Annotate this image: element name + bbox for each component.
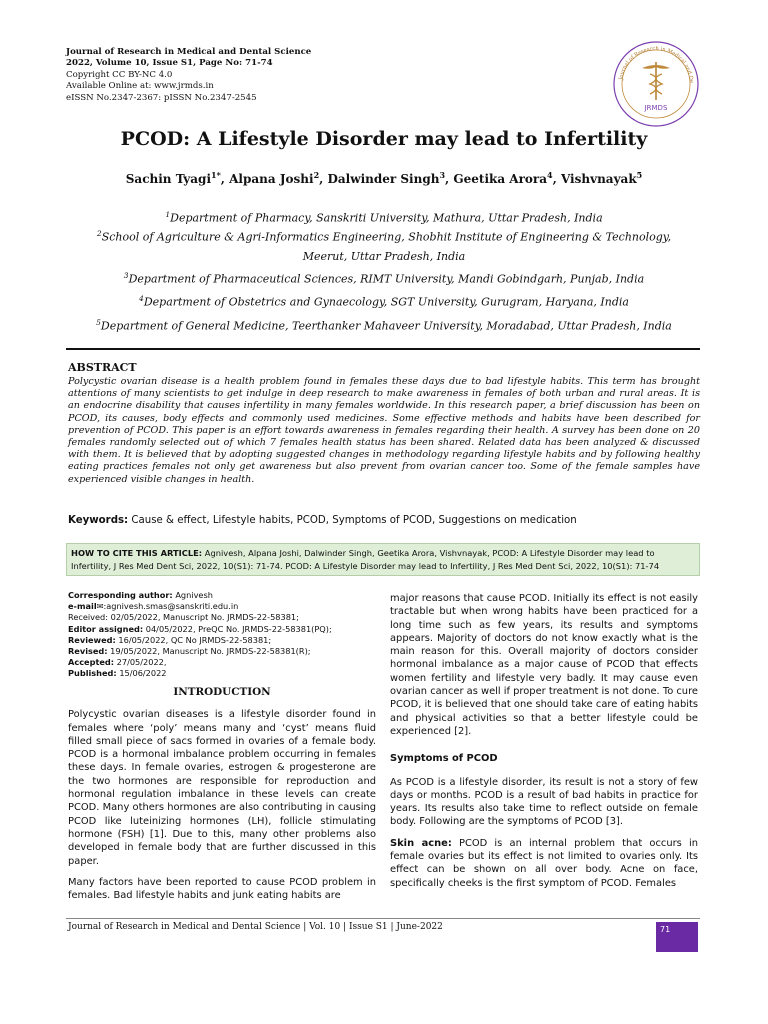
author-name: Geetika Arora	[453, 172, 548, 186]
svg-text:Journal of Research in Medical	[612, 40, 694, 83]
keywords-label: Keywords:	[68, 515, 129, 526]
author-name: Sachin Tyagi	[125, 172, 212, 186]
journal-copyright: Copyright CC BY-NC 4.0	[66, 69, 173, 80]
logo-text: JRMDS	[644, 104, 668, 112]
author-name: Dalwinder Singh	[327, 172, 440, 186]
email-link[interactable]: :agnivesh.smas@sanskriti.edu.in	[103, 601, 239, 612]
abstract-text: Polycystic ovarian disease is a health problem found in females these days due to bad lifestyle habits. This term has brought attentions of many scientists to get indulge in deep research to make awareness in females of both urban and rural areas. It is an endocrine disability that causes infertility in many females worldwide. In this research paper, a brief discussion has been on PCOD, its causes, body effects and commonly used medicines. Some effective methods and habits have been described for prevention of PCOD. This paper is an effort towards awareness in females regarding their health. A survey has been done on 20 females randomly selected out of which 7 females health status has been shared. Related data has been analyzed & discussed with them. It is believed that by adopting suggested changes in methodology regarding lifestyle habits and by following healthy eating practices females not only get awareness but also prevent from ovarian cancer too. Some of the female samples have experienced visible changes in health.	[68, 376, 700, 485]
intro-paragraph-1: Polycystic ovarian diseases is a lifestyle disorder found in females where ‘poly’ means many and ‘cyst’ means fluid filled small piece of sacs formed in ovaries of a female body. PCOD is a hormonal imbalance problem occurring in females these days. In female ovaries, estrogen & progesterone are the two hormones are responsible for reproduction and hormonal regulation imbalance in these levels can create PCOD. Many others hormones are also contributing in causing PCOD like luteinizing hormones (LH), follicle stimulating hormone (FSH) [1]. Due to this, many other problems also developed in female body that are further discussed in this paper.	[68, 709, 376, 867]
divider	[66, 348, 700, 350]
intro-paragraph-2: Many factors have been reported to cause PCOD problem in females. Bad lifestyle habits and junk eating habits are	[68, 876, 376, 902]
footer-text: Journal of Research in Medical and Dental Science | Vol. 10 | Issue S1 | June-2022	[68, 922, 443, 932]
journal-issn: eISSN No.2347-2367: pISSN No.2347-2545	[66, 92, 257, 103]
page-number-badge	[656, 922, 698, 952]
intro-heading: INTRODUCTION	[173, 686, 271, 698]
how-to-cite-box	[66, 543, 700, 576]
author-sup: 1*	[211, 170, 221, 180]
column-left	[68, 686, 376, 910]
cite-label: HOW TO CITE THIS ARTICLE:	[71, 548, 203, 558]
logo-ring-text: Journal of Research in Medical and De	[618, 45, 695, 84]
article-meta: Corresponding author: Agnivesh e-mail✉:agnivesh.smas@sanskriti.edu.in Received: 02/05/2022, Manuscript No. JRMDS-22-58381; Editor assigned: 04/05/2022, PreQC No. JRMDS-22-58381(PQ); Reviewed: 16/05/2022, QC No JRMDS-22-58381; Revised: 19/05/2022, Manuscript No. JRMDS-22-58381(R); Accepted: 27/05/2022, Published: 15/06/2022	[68, 590, 332, 679]
footer-divider	[66, 918, 700, 919]
author-sup: 2	[313, 170, 320, 180]
abstract-heading: ABSTRACT	[68, 361, 137, 374]
keywords	[68, 515, 700, 526]
journal-available: Available Online at: www.jrmds.in	[66, 81, 214, 92]
journal-logo	[612, 40, 700, 128]
author-sup: 3	[439, 170, 446, 180]
keywords-text: Cause & effect, Lifestyle habits, PCOD, Symptoms of PCOD, Suggestions on medication	[131, 515, 577, 526]
author-sup: 5	[636, 170, 643, 180]
journal-header	[66, 47, 311, 104]
paper-title: PCOD: A Lifestyle Disorder may lead to Infertility	[120, 128, 648, 150]
affiliation-5: $^5$Department of General Medicine, Teerthanker Mahaveer University, Moradabad, Uttar Pradesh, India	[96, 318, 672, 333]
symptoms-paragraph: As PCOD is a lifestyle disorder, its result is not a story of few days or months. PCOD is a result of bad habits in practice for years. Its results also take time to reflect outside on female body. Following are the symptoms of PCOD [3].	[390, 776, 698, 828]
journal-issue: 2022, Volume 10, Issue S1, Page No: 71-74	[66, 58, 273, 69]
page-number: 71	[660, 925, 671, 934]
author-name: Vishvnayak	[560, 172, 637, 186]
column-right	[390, 592, 698, 898]
skin-acne-paragraph: Skin acne: PCOD is an internal problem that occurs in female ovaries but its effect is not limited to ovaries only. Its effect can be shown on all over body. Acne on face, specifically cheeks is the first symptom of PCOD. Females	[390, 837, 698, 889]
journal-name: Journal of Research in Medical and Dental Science	[66, 47, 312, 57]
affiliation-3: $^3$Department of Pharmaceutical Sciences, RIMT University, Mandi Gobindgarh, Punjab, India	[123, 271, 645, 286]
symptoms-heading: Symptoms of PCOD	[390, 753, 498, 765]
affiliation-4: $^4$Department of Obstetrics and Gynaecology, SGT University, Gurugram, Haryana, India	[139, 294, 629, 309]
author-list: Sachin Tyagi$^{1*}$, Alpana Joshi$^2$, Dalwinder Singh$^3$, Geetika Arora$^4$, Vishvnayak$^5$	[125, 170, 643, 186]
author-name: Alpana Joshi	[229, 172, 314, 186]
author-sup: 4	[547, 170, 553, 180]
affiliation-2: $^2$School of Agriculture & Agri-Informatics Engineering, Shobhit Institute of Engineering & Technology, Meerut, Uttar Pradesh, India	[96, 229, 672, 263]
body-paragraph: major reasons that cause PCOD. Initially its effect is not easily tractable but when wrong habits have been practiced for a long time such as few years, its results and symptoms appears. Majority of doctors do not know exactly what is the main reason for this. Overall majority of doctors consider hormonal imbalance as a major cause of PCOD that effects women fertility and lifestyle very badly. It may cause even ovarian cancer as well if proper treatment is not done. To cure PCOD, it is believed that one should take care of eating habits and physical activities so that a better lifestyle could be experienced [2].	[390, 593, 698, 737]
corresponding-author: Agnivesh	[175, 590, 213, 600]
affiliation-1: $^1$Department of Pharmacy, Sanskriti University, Mathura, Uttar Pradesh, India	[165, 210, 603, 225]
cite-text: Agnivesh, Alpana Joshi, Dalwinder Singh, Geetika Arora, Vishvnayak, PCOD: A Lifestyle Disorder may lead to Infertility, J Res Med Dent Sci, 2022, 10(S1): 71-74. PCOD: A Lifestyle Disorder may lead to Infertility, J Res Med Dent Sci, 2022, 10(S1): 71-74	[71, 548, 660, 571]
mail-icon: ✉	[96, 601, 104, 612]
